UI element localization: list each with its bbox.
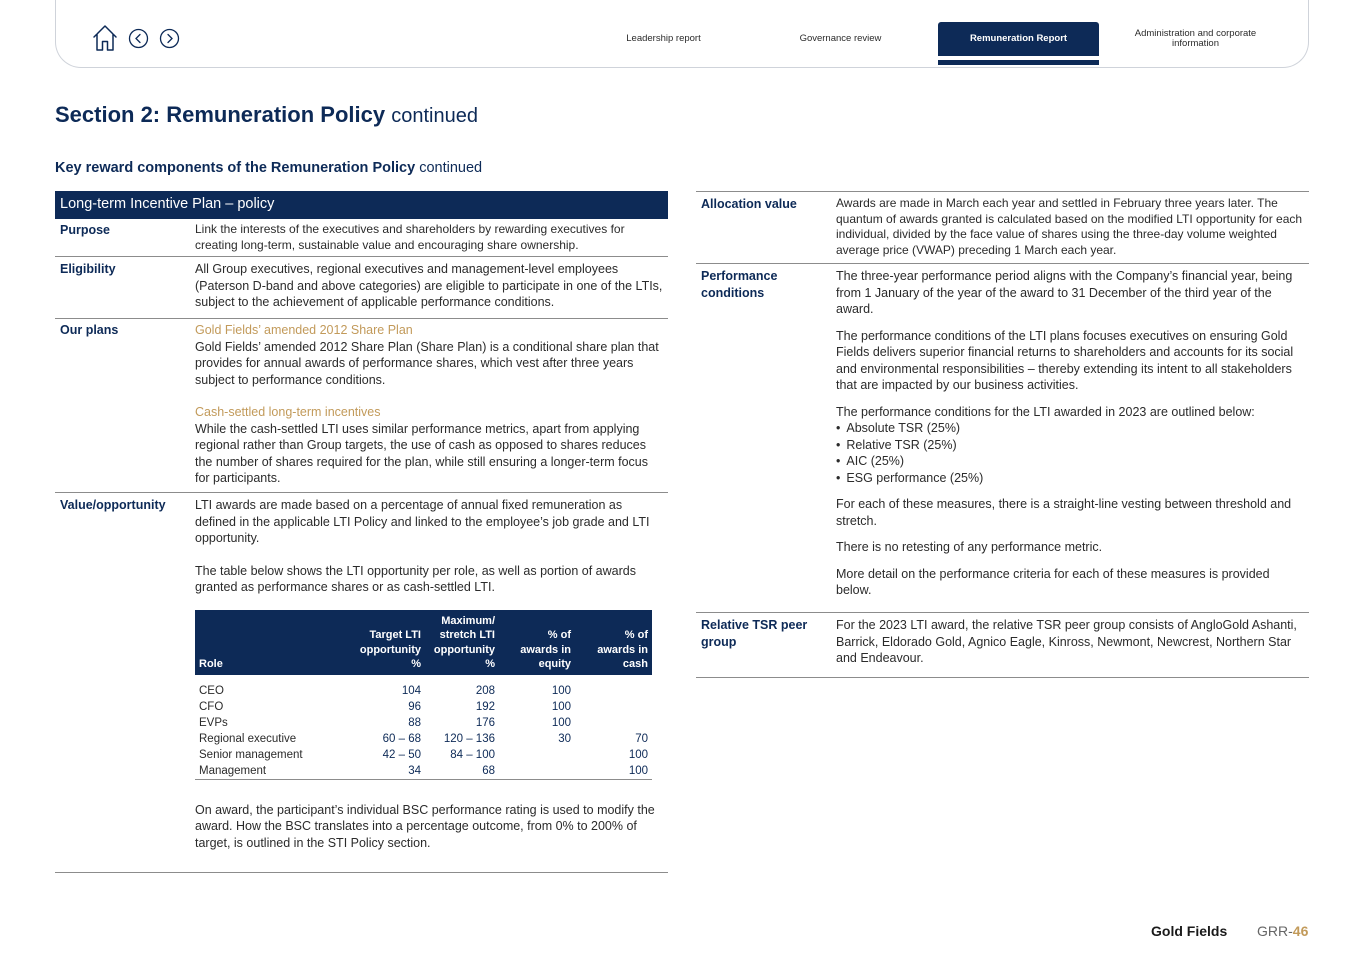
list-item: • Absolute TSR (25%) <box>836 420 1305 437</box>
lti-opportunity-table <box>195 610 652 780</box>
policy-row-eligibility <box>55 257 668 319</box>
nav-icon-group <box>92 24 180 52</box>
row-label: Our plans <box>60 323 119 337</box>
top-navigation-bar <box>55 0 1309 68</box>
policy-row-plans <box>55 319 668 493</box>
active-tab-indicator <box>938 60 1099 65</box>
table-row: CFO 96 192 100 <box>199 700 571 713</box>
row-body <box>195 497 668 872</box>
ltip-policy-header: Long-term Incentive Plan – policy <box>55 191 668 219</box>
table-row: Senior management 42 – 50 84 – 100 100 <box>199 748 648 761</box>
policy-row-performance <box>696 263 1309 612</box>
ltip-policy-table <box>55 191 668 873</box>
header-target: Target LTI opportunity % <box>355 610 425 675</box>
tab-administration[interactable]: Administration and corporate information <box>1134 27 1257 49</box>
tab-remuneration-report[interactable]: Remuneration Report <box>938 22 1099 56</box>
subsection-title-text: Key reward components of the Remuneration Policy <box>55 160 416 176</box>
arrow-right-icon[interactable] <box>159 28 180 49</box>
performance-paragraph: There is no retesting of any performance metric. <box>836 540 1103 554</box>
footer-brand: Gold Fields <box>1151 923 1228 939</box>
row-text: Link the interests of the executives and shareholders by rewarding executives for creating long-term, sustainable value and encouraging share ownership. <box>195 222 625 252</box>
header-cash: % of awards in cash <box>575 610 652 675</box>
policy-row-peer-group <box>696 612 1309 678</box>
plan-text: Gold Fields’ amended 2012 Share Plan (Share Plan) is a conditional share plan that provides for annual awards of performance shares, which vest after three years subject to performance conditions. <box>195 339 659 387</box>
performance-paragraph: For each of these measures, there is a straight-line vesting between threshold and stretch. <box>836 497 1292 528</box>
row-label: Allocation value <box>701 197 797 211</box>
page-number-value: 46 <box>1292 923 1309 939</box>
performance-paragraph: The three-year performance period aligns with the Company’s financial year, being from 1 January of the year of the award to 31 December of the third year of the award. <box>836 269 1293 316</box>
performance-measures-list <box>836 420 1305 486</box>
row-body <box>195 322 668 492</box>
value-paragraph: LTI awards are made based on a percentage of annual fixed remuneration as defined in the applicable LTI Policy and linked to the employee’s job grade and LTI opportunity. <box>195 498 650 545</box>
value-paragraph: On award, the participant’s individual BSC performance rating is used to modify the award. How the BSC translates into a percentage outcome, from 0% to 200% of target, is outlined in the STI Policy section. <box>195 802 655 850</box>
row-label: Relative TSR peer group <box>701 618 808 649</box>
table-row: EVPs 88 176 100 <box>199 716 571 729</box>
row-text: Awards are made in March each year and settled in February three years later. The quantum of awards granted is calculated based on the modified LTI opportunity for each individual, divided by the face value of shares using the three-day volume weighted average price (VWAP) preceding 1 March each year. <box>836 196 1303 257</box>
plan-text: While the cash-settled LTI uses similar performance metrics, apart from applying regional rather than Group targets, the use of cash as opposed to shares reduces the number of shares required for the plan, while still ensuring a longer-term focus for participants. <box>195 421 649 485</box>
section-title-text: Section 2: Remuneration Policy <box>55 102 386 127</box>
table-header-row <box>195 610 652 675</box>
arrow-left-icon[interactable] <box>128 28 149 49</box>
row-text: For the 2023 LTI award, the relative TSR peer group consists of AngloGold Ashanti, Barrick, Eldorado Gold, Agnico Eagle, Kinross, Newmont, Newcrest, Northern Star and Endeavour. <box>836 618 1297 665</box>
tab-leadership-report[interactable]: Leadership report <box>626 32 701 44</box>
subsection-title-continued: continued <box>419 160 483 176</box>
table-row: Management 34 68 100 <box>195 763 652 780</box>
ltip-policy-table-continued <box>696 191 1309 678</box>
value-paragraph: The table below shows the LTI opportunity per role, as well as portion of awards granted as performance shares or as cash-settled LTI. <box>195 563 636 594</box>
row-body <box>836 268 1309 612</box>
policy-row-purpose <box>55 219 668 257</box>
page-prefix: GRR- <box>1257 923 1293 939</box>
table-row: Regional executive 60 – 68 120 – 136 30 70 <box>199 732 648 745</box>
plan-title: Cash-settled long-term incentives <box>195 405 381 419</box>
policy-row-allocation <box>696 191 1309 263</box>
performance-paragraph: More detail on the performance criteria for each of these measures is provided below. <box>836 566 1270 597</box>
performance-paragraph: The performance conditions of the LTI plans focuses executives on ensuring Gold Fields delivers superior financial returns to shareholders and accounts for its social and environmental responsibilities – thereby extending its intent to all stakeholders that are impacted by our business activities. <box>836 328 1294 392</box>
table-row: CEO 104 208 100 <box>199 684 571 697</box>
row-text: All Group executives, regional executives and management-level employees (Paterson D-band and above categories) are eligible to participate in one of the LTIs, subject to the achievement of applicable performance conditions. <box>195 262 663 309</box>
section-title-continued: continued <box>391 105 478 127</box>
row-label: Performance conditions <box>701 269 778 300</box>
tab-governance-review[interactable]: Governance review <box>799 32 882 44</box>
header-maximum: Maximum/ stretch LTI opportunity % <box>425 610 499 675</box>
performance-paragraph: The performance conditions for the LTI awarded in 2023 are outlined below: <box>836 404 1255 419</box>
page-number <box>1257 923 1308 939</box>
page-title <box>55 102 478 128</box>
list-item: • AIC (25%) <box>836 453 1305 470</box>
header-equity: % of awards in equity <box>499 610 575 675</box>
header-role: Role <box>195 610 355 675</box>
home-icon[interactable] <box>92 24 118 52</box>
list-item: • Relative TSR (25%) <box>836 437 1305 454</box>
row-label: Purpose <box>60 223 111 237</box>
list-item: • ESG performance (25%) <box>836 470 1305 487</box>
plan-title: Gold Fields’ amended 2012 Share Plan <box>195 323 413 337</box>
row-label: Value/opportunity <box>60 498 166 512</box>
policy-row-value-opportunity <box>55 493 668 873</box>
row-label: Eligibility <box>60 262 116 276</box>
subsection-title <box>55 160 482 176</box>
